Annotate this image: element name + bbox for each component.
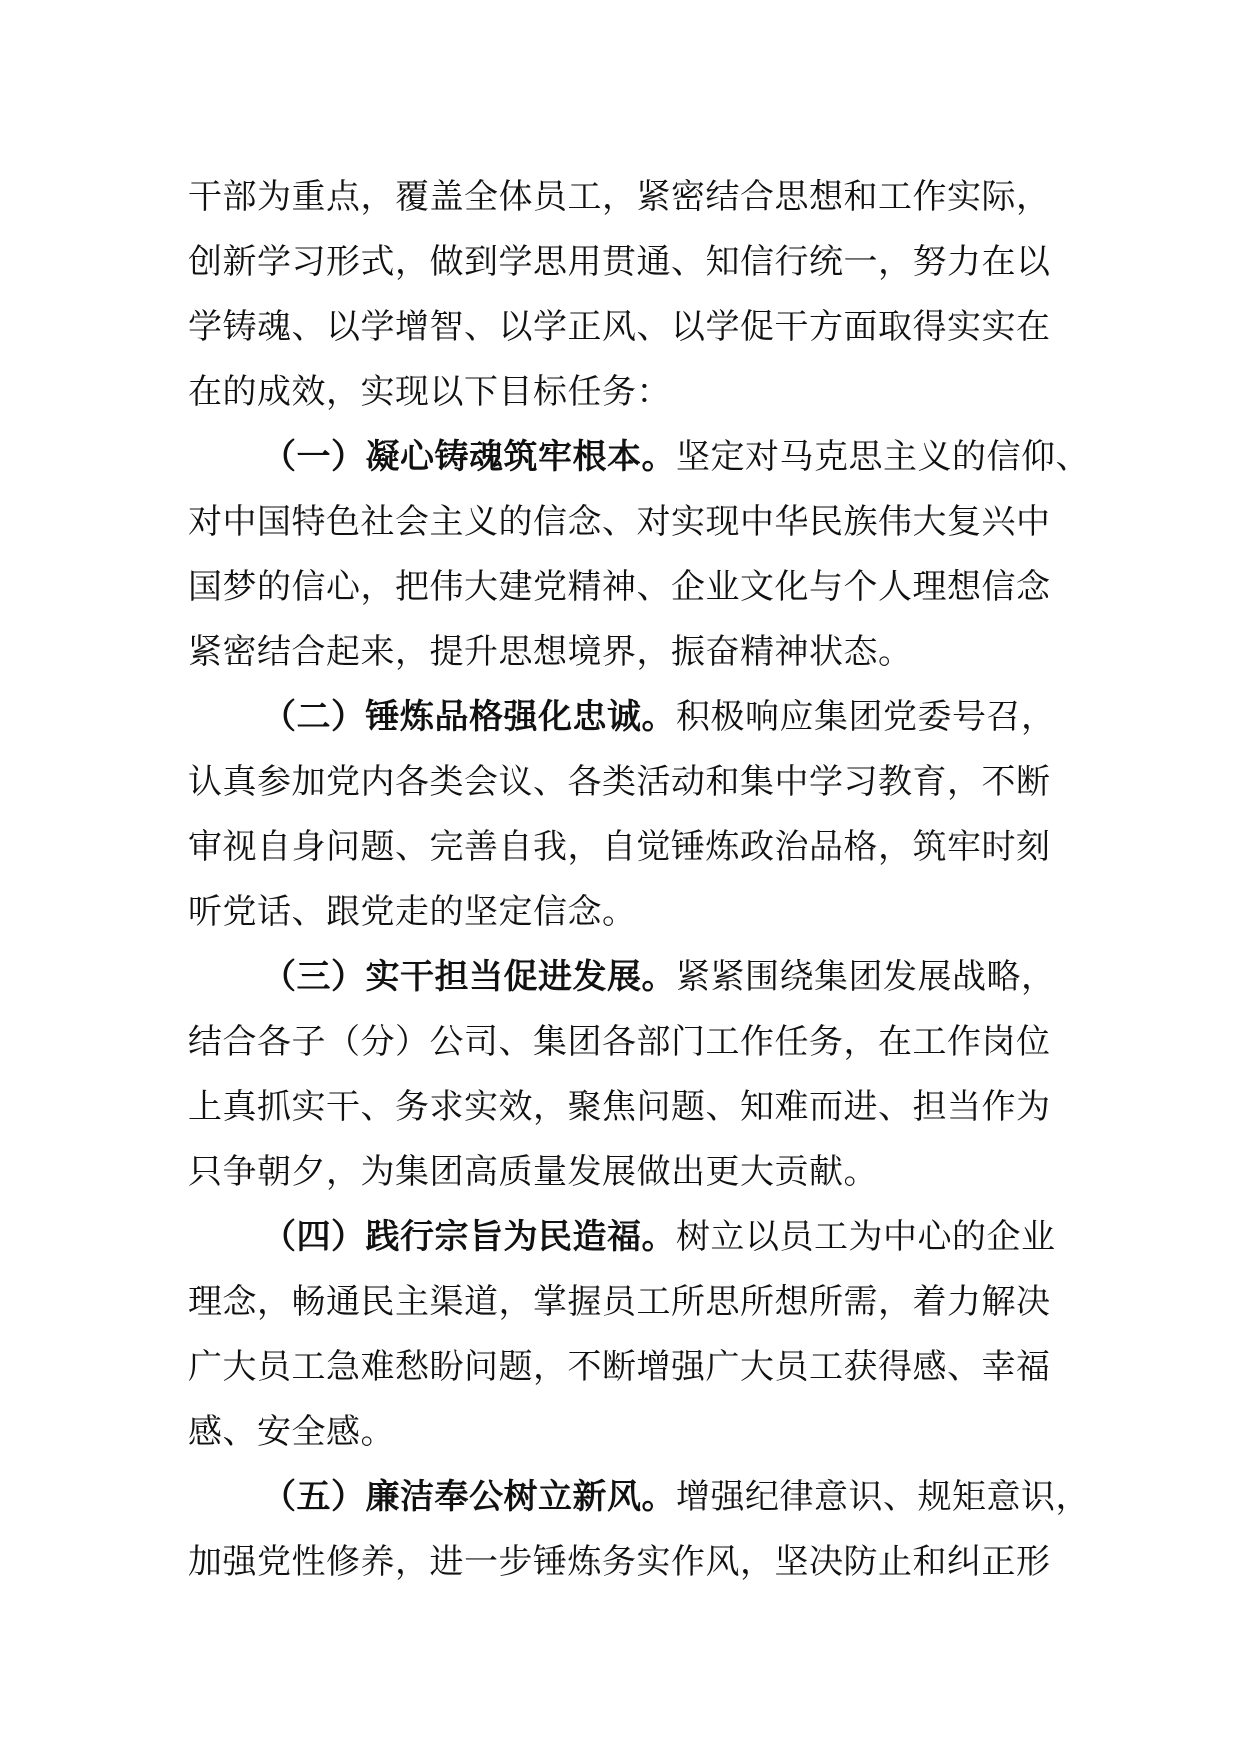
section-heading: （四）践行宗旨为民造福。 bbox=[262, 1217, 676, 1257]
body-text-line: 加强党性修养，进一步锤炼务实作风，坚决防止和纠正形 bbox=[188, 1542, 1051, 1582]
section-text: 树立以员工为中心的企业 bbox=[676, 1217, 1056, 1257]
section-first-line bbox=[188, 685, 1088, 750]
section-text: 增强纪律意识、规矩意识， bbox=[676, 1477, 1090, 1517]
section-first-line bbox=[188, 425, 1088, 490]
section-heading: （三）实干担当促进发展。 bbox=[262, 957, 676, 997]
section-heading: （二）锤炼品格强化忠诚。 bbox=[262, 697, 676, 737]
section-first-line bbox=[188, 1205, 1088, 1270]
body-text-line: 审视自身问题、完善自我，自觉锤炼政治品格，筑牢时刻 bbox=[188, 827, 1051, 867]
section-text: 紧紧围绕集团发展战略， bbox=[676, 957, 1056, 997]
body-text-line: 国梦的信心，把伟大建党精神、企业文化与个人理想信念 bbox=[188, 567, 1051, 607]
body-text-line: 广大员工急难愁盼问题，不断增强广大员工获得感、幸福 bbox=[188, 1347, 1051, 1387]
body-text-line: 紧密结合起来，提升思想境界，振奋精神状态。 bbox=[188, 632, 913, 672]
document-body bbox=[188, 165, 1088, 1595]
body-text-line: 创新学习形式，做到学思用贯通、知信行统一，努力在以 bbox=[188, 242, 1051, 282]
body-text-line: 听党话、跟党走的坚定信念。 bbox=[188, 892, 637, 932]
section-heading: （一）凝心铸魂筑牢根本。 bbox=[262, 437, 676, 477]
body-text-line: 结合各子（分）公司、集团各部门工作任务，在工作岗位 bbox=[188, 1022, 1051, 1062]
section-first-line bbox=[188, 1465, 1088, 1530]
section-text: 坚定对马克思主义的信仰、 bbox=[676, 437, 1090, 477]
body-text-line: 在的成效，实现以下目标任务： bbox=[188, 372, 671, 412]
section-heading: （五）廉洁奉公树立新风。 bbox=[262, 1477, 676, 1517]
section-first-line bbox=[188, 945, 1088, 1010]
section-text: 积极响应集团党委号召， bbox=[676, 697, 1056, 737]
body-text-line: 只争朝夕，为集团高质量发展做出更大贡献。 bbox=[188, 1152, 878, 1192]
body-text-line: 感、安全感。 bbox=[188, 1412, 395, 1452]
body-text-line: 对中国特色社会主义的信念、对实现中华民族伟大复兴中 bbox=[188, 502, 1051, 542]
body-text-line: 理念，畅通民主渠道，掌握员工所思所想所需，着力解决 bbox=[188, 1282, 1051, 1322]
body-text-line: 学铸魂、以学增智、以学正风、以学促干方面取得实实在 bbox=[188, 307, 1051, 347]
body-text-line: 上真抓实干、务求实效，聚焦问题、知难而进、担当作为 bbox=[188, 1087, 1051, 1127]
body-text-line: 干部为重点，覆盖全体员工，紧密结合思想和工作实际， bbox=[188, 177, 1051, 217]
body-text-line: 认真参加党内各类会议、各类活动和集中学习教育，不断 bbox=[188, 762, 1051, 802]
